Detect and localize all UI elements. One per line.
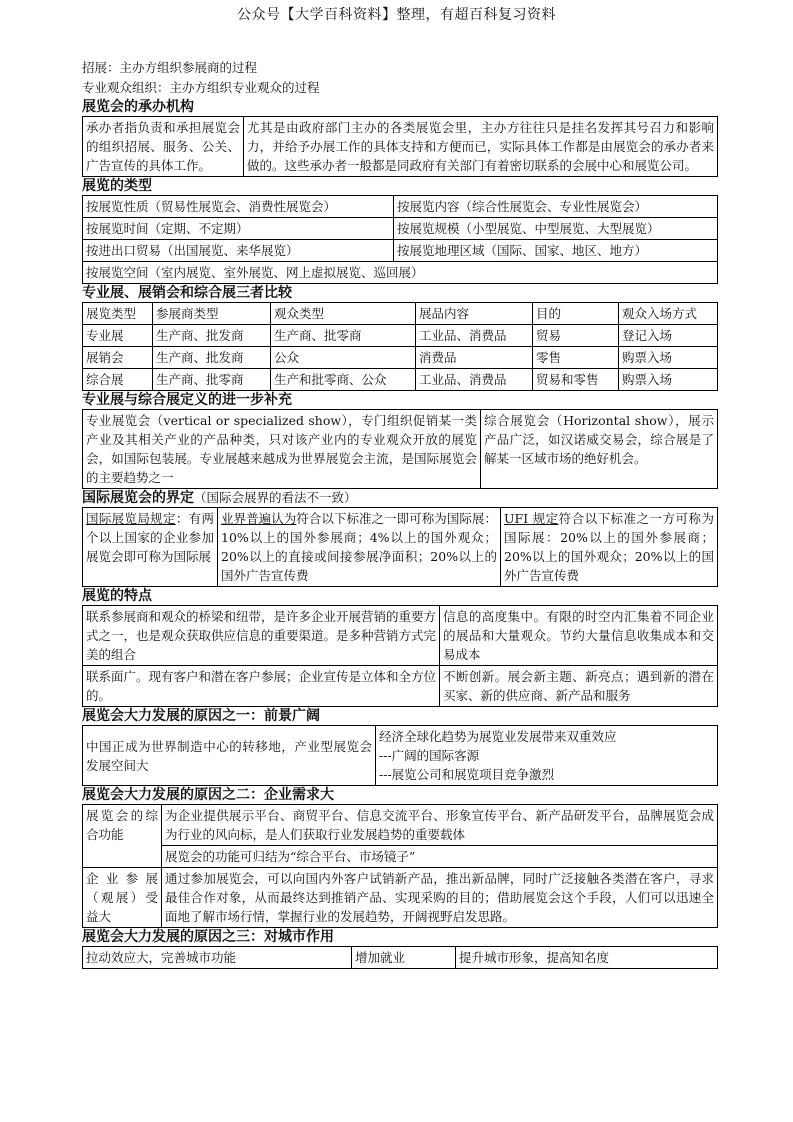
industry-text: 符合以下标准之一即可称为国际展：10%以上的国外参展商；4%以上的国外观众；20%以上的直接或间接参展净面积；20%以上的国外广告宣传费 — [221, 511, 497, 583]
table-row — [83, 846, 718, 868]
table-cell: 生产商、批发商 — [153, 347, 271, 369]
organizers-right-cell: 尤其是由政府部门主办的各类展览会里，主办方往往只是挂名发挥其号召力和影响力，并给予办展工作的具体支持和方便而已，实际具体工作都是由展览会的承办者来做的。这些承办者一般都是同政府有关部门有着密切联系的会展中心和展览公司。 — [244, 117, 718, 177]
table-cell: 综合展 — [83, 369, 153, 391]
section-title-definitions: 专业展与综合展定义的进一步补充 — [82, 392, 292, 408]
table-cell: 展销会 — [83, 347, 153, 369]
column-header: 展览类型 — [83, 303, 153, 325]
table-cell: 按展览内容（综合性展览会、专业性展览会） — [394, 196, 718, 218]
table-row — [83, 117, 718, 177]
table-row — [83, 262, 718, 284]
column-header: 展品内容 — [416, 303, 533, 325]
table-cell: 拉动效应大，完善城市功能 — [83, 947, 352, 969]
function-text-cell: 为企业提供展示平台、商贸平台、信息交流平台、形象宣传平台、新产品研发平台，品牌展览会成为行业的风向标，是人们获取行业发展趋势的重要载体 — [162, 805, 718, 846]
table-cell: 购票入场 — [619, 347, 718, 369]
table-header-row — [83, 303, 718, 325]
table-row — [83, 666, 718, 707]
organizers-table — [82, 116, 718, 177]
column-header: 参展商类型 — [153, 303, 271, 325]
table-cell: 按展览时间（定期、不定期） — [83, 218, 394, 240]
benefit-label-cell: 企业参展（观展）受益大 — [83, 868, 162, 928]
reason-3-table — [82, 946, 718, 969]
section-title-international — [82, 489, 718, 507]
table-row — [83, 868, 718, 928]
table-row — [83, 240, 718, 262]
table-row — [83, 606, 718, 666]
table-cell: 按展览空间（室内展览、室外展览、网上虚拟展览、巡回展） — [83, 262, 718, 284]
column-header: 目的 — [533, 303, 619, 325]
column-header: 观众入场方式 — [619, 303, 718, 325]
function-label-cell: 展览会的综合功能 — [83, 805, 162, 868]
ufi-label: UFI 规定 — [504, 511, 559, 526]
table-cell: 公众 — [271, 347, 416, 369]
page-header: 公众号【大学百科资料】整理，有超百科复习资料 — [237, 7, 556, 23]
definitions-table — [82, 409, 718, 489]
horizontal-show-cell: 综合展览会（Horizontal show），展示产品广泛，如汉诺威交易会，综合展是了解某一区域市场的绝好机会。 — [481, 410, 718, 489]
table-cell: 生产商、批发商 — [153, 325, 271, 347]
ufi-definition-cell — [501, 508, 718, 587]
organizers-left-cell: 承办者指负责和承担展览会的组织招展、服务、公关、广告宣传的具体工作。 — [83, 117, 244, 177]
feature-cell: 信息的高度集中。有限的时空内汇集着不同企业的展品和大量观众。节约大量信息收集成本和交易成本 — [440, 606, 718, 666]
reason-1-line: 经济全球化趋势为展览业发展带来双重效应 — [379, 729, 617, 744]
table-cell: 零售 — [533, 347, 619, 369]
comparison-table — [82, 302, 718, 391]
industry-definition-cell — [218, 508, 501, 587]
ufi-text: 符合以下标准之一方可称为国际展：20%以上的国外参展商；20%以上的国外观众；20%以上的国外广告宣传费 — [504, 511, 714, 583]
reason-1-line: ---展览公司和展览项目竞争激烈 — [379, 767, 555, 782]
table-cell: 工业品、消费品 — [416, 369, 533, 391]
table-cell: 提升城市形象，提高知名度 — [456, 947, 718, 969]
section-title-types: 展览的类型 — [82, 178, 152, 194]
feature-cell: 联系参展商和观众的桥梁和纽带，是许多企业开展营销的重要方式之一，也是观众获取供应信息的重要渠道。是多种营销方式完美的组合 — [83, 606, 440, 666]
table-cell: 贸易和零售 — [533, 369, 619, 391]
table-row — [83, 726, 718, 786]
specialized-show-cell: 专业展览会（vertical or specialized show），专门组织促销某一类产业及其相关产业的产品种类，只对该产业内的专业观众开放的展览会，如国际包装展。专业展越来越成为世界展览会主流，是国际展览会的主要趋势之一 — [83, 410, 481, 489]
table-row — [83, 410, 718, 489]
table-row — [83, 196, 718, 218]
section-title-comparison: 专业展、展销会和综合展三者比较 — [82, 285, 292, 301]
features-table — [82, 605, 718, 707]
table-row — [83, 805, 718, 846]
document-body — [82, 58, 718, 969]
international-table — [82, 507, 718, 587]
section-title-reason-1: 展览会大力发展的原因之一：前景广阔 — [82, 708, 320, 724]
section-title-reason-2: 展览会大力发展的原因之二：企业需求大 — [82, 787, 334, 803]
intro-line-1: 招展：主办方组织参展商的过程 — [82, 60, 258, 75]
function-summary-cell: 展览会的功能可归结为“综合平台、市场镜子” — [162, 846, 718, 868]
table-row — [83, 369, 718, 391]
reason-1-right-cell — [376, 726, 718, 786]
feature-cell: 不断创新。展会新主题、新亮点；遇到新的潜在买家、新的供应商、新产品和服务 — [440, 666, 718, 707]
benefit-text-cell: 通过参加展览会，可以向国内外客户试销新产品，推出新品牌，同时广泛接触各类潜在客户，寻求最佳合作对象，从而最终达到推销产品、实现采购的目的；借助展览会这个手段，人们可以迅速全面地了解市场行情，掌握行业的发展趋势，开阔视野启发思路。 — [162, 868, 718, 928]
table-row — [83, 347, 718, 369]
table-cell: 贸易 — [533, 325, 619, 347]
table-row — [83, 947, 718, 969]
section-title-organizers: 展览会的承办机构 — [82, 99, 194, 115]
reason-1-left-cell: 中国正成为世界制造中心的转移地，产业型展览会发展空间大 — [83, 726, 376, 786]
table-cell: 按展览地理区域（国际、国家、地区、地方） — [394, 240, 718, 262]
bie-definition-cell — [83, 508, 218, 587]
table-cell: 增加就业 — [352, 947, 456, 969]
intro-line-2: 专业观众组织：主办方组织专业观众的过程 — [82, 80, 320, 95]
reason-2-table — [82, 804, 718, 928]
industry-label: 业界普遍认为 — [221, 511, 297, 526]
table-cell: 按展览性质（贸易性展览会、消费性展览会） — [83, 196, 394, 218]
feature-cell: 联系面广。现有客户和潜在客户参展；企业宣传是立体和全方位的。 — [83, 666, 440, 707]
table-cell: 工业品、消费品 — [416, 325, 533, 347]
table-row — [83, 508, 718, 587]
types-table — [82, 195, 718, 284]
table-cell: 登记入场 — [619, 325, 718, 347]
table-cell: 专业展 — [83, 325, 153, 347]
table-cell: 购票入场 — [619, 369, 718, 391]
table-cell: 生产和批零商、公众 — [271, 369, 416, 391]
table-row — [83, 218, 718, 240]
section-title-text: 国际展览会的界定 — [82, 490, 194, 506]
bie-label: 国际展览局规定 — [86, 511, 176, 526]
reason-1-table — [82, 725, 718, 786]
column-header: 观众类型 — [271, 303, 416, 325]
table-cell: 按进出口贸易（出国展览、来华展览） — [83, 240, 394, 262]
table-cell: 生产商、批零商 — [271, 325, 416, 347]
section-subtitle: （国际会展界的看法不一致） — [194, 490, 357, 505]
table-cell: 生产商、批零商 — [153, 369, 271, 391]
reason-1-line: ---广阔的国际客源 — [379, 748, 480, 763]
bie-text: ：有两个以上国家的企业参加展览会即可称为国际展 — [86, 511, 214, 564]
section-title-reason-3: 展览会大力发展的原因之三：对城市作用 — [82, 929, 334, 945]
table-row — [83, 325, 718, 347]
section-title-features: 展览的特点 — [82, 588, 152, 604]
table-cell: 按展览规模（小型展览、中型展览、大型展览） — [394, 218, 718, 240]
table-cell: 消费品 — [416, 347, 533, 369]
